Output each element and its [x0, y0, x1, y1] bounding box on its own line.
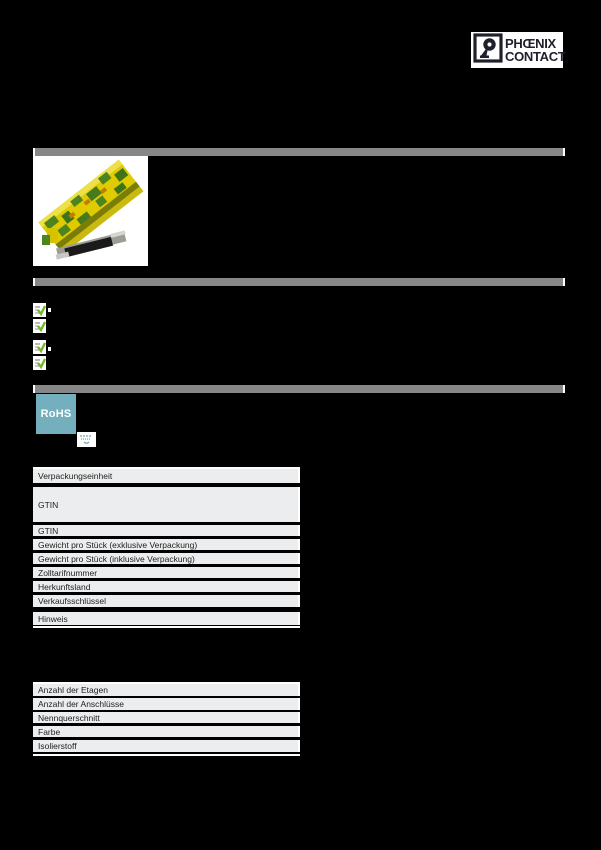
table-row [33, 726, 300, 737]
row-label: Hinweis [38, 613, 68, 624]
table-row [33, 567, 300, 578]
document-check-icon[interactable] [33, 303, 46, 317]
table-row [33, 595, 300, 607]
table-row [33, 539, 300, 550]
link-marker [48, 347, 51, 351]
table-border [33, 754, 300, 756]
row-label: Gewicht pro Stück (exklusive Verpackung) [38, 539, 198, 550]
table-row [33, 581, 300, 592]
table-row [33, 684, 300, 696]
logo-word-phoenix: PHŒNIX [505, 35, 556, 52]
table-row [33, 553, 300, 564]
row-label: Farbe [38, 726, 61, 737]
document-check-icon[interactable] [33, 356, 46, 370]
phoenix-contact-mark-icon [473, 33, 503, 68]
row-label: GTIN [38, 525, 59, 536]
row-label: GTIN [38, 499, 59, 510]
table-row [33, 469, 300, 483]
section-header-bar [33, 148, 565, 156]
row-label: Herkunftsland [38, 581, 91, 592]
document-check-icon[interactable] [33, 340, 46, 354]
terminal-block-photo [33, 156, 148, 266]
logo-word-contact: CONTACT [505, 48, 566, 65]
table-row [33, 740, 300, 752]
row-label: Verkaufsschlüssel [38, 596, 107, 606]
row-label: Isolierstoff [38, 741, 77, 751]
table-row [33, 525, 300, 536]
section-header-bar [33, 385, 565, 393]
row-label: Anzahl der Anschlüsse [38, 699, 124, 709]
table-row [33, 612, 300, 625]
link-marker [48, 308, 51, 312]
rohs-badge [36, 394, 76, 434]
row-label: Nennquerschnitt [38, 712, 100, 723]
table-row [33, 712, 300, 723]
rohs-label: RoHS [40, 408, 72, 420]
row-label: Anzahl der Etagen [38, 685, 108, 695]
table-row [33, 487, 300, 522]
row-label: Verpackungseinheit [38, 471, 113, 481]
table-row [33, 698, 300, 710]
document-check-icon[interactable] [33, 319, 46, 333]
rohs-cert-mark-icon [77, 432, 96, 447]
phoenix-contact-logo [471, 32, 566, 68]
section-header-bar [33, 278, 565, 286]
row-label: Gewicht pro Stück (inklusive Verpackung) [38, 553, 195, 564]
table-border [33, 626, 300, 628]
row-label: Zolltarifnummer [38, 567, 98, 578]
